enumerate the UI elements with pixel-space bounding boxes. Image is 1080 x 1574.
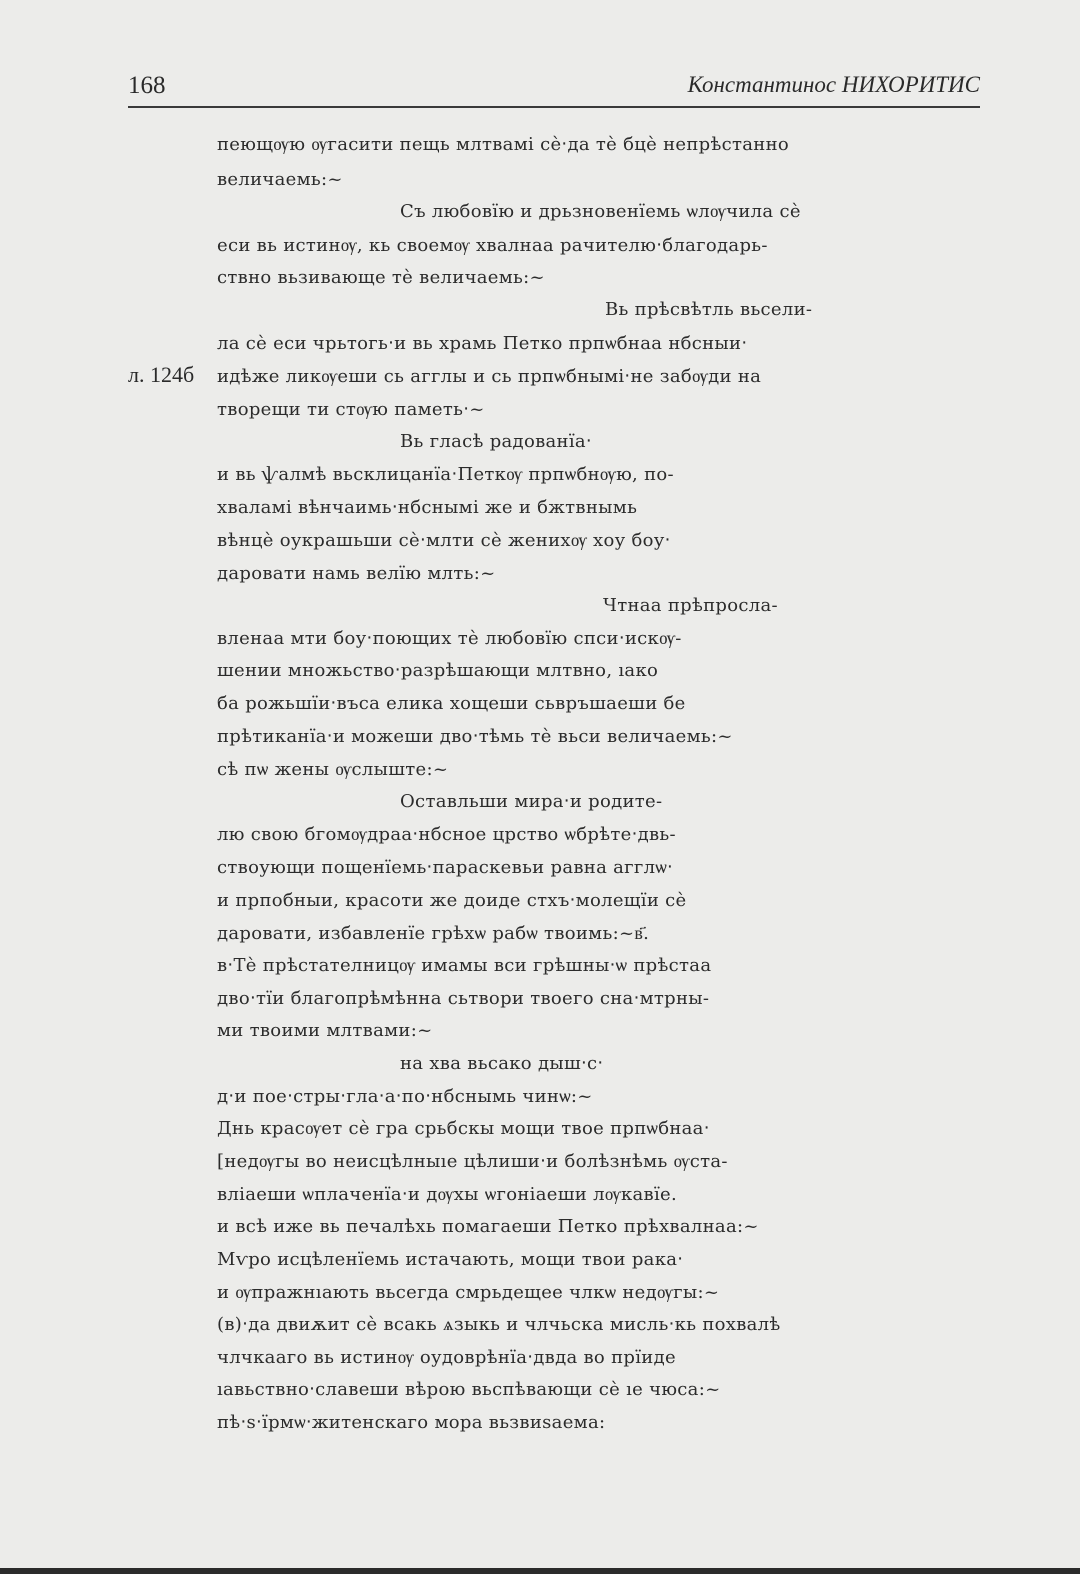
text-line: вліаеши ѡплаченїа‧и дѹхы ѡгоніаеши лѹкавїе. — [217, 1184, 677, 1205]
text-line: ствно вьзивающе тѐ величаемь:~ — [217, 267, 545, 288]
text-line: и вь ѱалмѣ вьсклицанїа‧Петкѹ прпѡбнѹю, по- — [217, 464, 674, 485]
text-line: и всѣ иже вь печалѣxь помагаеши Петко прѣxвалнаа:~ — [217, 1216, 759, 1237]
running-head: Константинос НИХОРИТИС — [687, 72, 980, 97]
text-line: и прпобныи, красоти же доиде стхъ‧молещїи сѐ — [217, 890, 687, 911]
text-line: на хва вьсако дыш‧с‧ — [400, 1053, 604, 1074]
text-line: еси вь истинѹ, кь своемѹ хвалнаа рачителю‧благодарь- — [217, 235, 768, 256]
text-line: Съ любовїю и дрьзновенїемь ѡлѹчила сѐ — [400, 201, 801, 222]
text-line: сѣ пѡ жены ѹслыште:~ — [217, 759, 449, 780]
text-line: даровати, избавленїе грѣхѡ рабѡ твоимь:~в҃. — [217, 923, 650, 944]
text-line: пѣ‧ѕ‧їрмѡ‧житенскаго мора вьзвиѕаема: — [217, 1412, 606, 1433]
text-line: ıавьствно‧славеши вѣрою вьспѣвающи сѐ ıе чюса:~ — [217, 1379, 721, 1400]
text-line: Вь гласѣ радованїа‧ — [400, 431, 592, 452]
page-header — [128, 66, 980, 108]
text-line: прѣтиканїа‧и можеши дво‧тѣмь тѐ вьси величаемь:~ — [217, 726, 733, 747]
text-line: творещи ти стѹю паметь‧~ — [217, 399, 485, 420]
text-line: в‧Тѐ прѣстателницѹ имамы вси грѣшны‧ѡ прѣстаа — [217, 955, 712, 976]
page-number: 168 — [128, 72, 166, 99]
folio-margin-note: л. 124б — [128, 362, 195, 387]
text-line: вленаа мти боу‧поющиx тѐ любовїю спси‧искѹ- — [217, 628, 682, 649]
text-line: ми твоими млтвами:~ — [217, 1020, 433, 1041]
text-line: вѣнцѐ оукрашьши сѐ‧млти сѐ жениxѹ хоу боу‧ — [217, 530, 671, 551]
text-line: Вь прѣсвѣтль вьсели- — [605, 299, 813, 320]
text-line: Оставльши мира‧и родите- — [400, 791, 663, 812]
text-line: д‧и пое‧стры‧гла‧а‧по‧нбснымь чинѡ:~ — [217, 1086, 593, 1107]
text-line: идѣже ликѹеши сь агглы и сь прпѡбнымі‧не забѹди на — [217, 366, 762, 387]
text-line: и ѹпражнıають вьсегда смрьдещее члкѡ недѹгы:~ — [217, 1282, 720, 1303]
text-line: члчкааго вь истинѹ оудоврѣнїа‧двда во прїиде — [217, 1347, 676, 1368]
text-line: Мѵро исцѣленїемь истачають, мощи твои рака‧ — [217, 1249, 684, 1270]
scan-bottom-edge — [0, 1568, 1080, 1574]
text-line: дво‧тїи благопрѣмѣнна сьтвори твоего сна‧мтрны- — [217, 988, 710, 1009]
text-line: лю свою бгомѹдраа‧нбсное црство ѡбрѣте‧двь- — [217, 824, 676, 845]
text-line: пеющѹю ѹгасити пещь млтвамі сѐ‧да тѐ бцѐ непрѣстанно — [217, 134, 790, 155]
text-line: ба рожьшїи‧въса елика хощеши сьвръшаеши бе — [217, 693, 686, 714]
text-line: величаемь:~ — [217, 169, 343, 190]
text-line: (в)‧да двиѫит сѐ всакь ѧзыкь и члчьска мисль‧кь поxвалѣ — [217, 1314, 781, 1335]
text-line: [недѹгы во неисцѣлныıе цѣлиши‧и болѣзнѣмь ѹста- — [217, 1151, 728, 1172]
text-line: даровати намь велїю млть:~ — [217, 563, 496, 584]
text-line: Днь красѹет сѐ гра срьбскы мощи твое прпѡбнаа‧ — [217, 1118, 710, 1139]
text-line: ла сѐ еси чрьтогь‧и вь храмь Петко прпѡбнаа нбсныи‧ — [217, 333, 748, 354]
text-line: хваламі вѣнчаимь‧нбснымі же и бжтвнымь — [217, 497, 638, 518]
text-line: ствоующи пощенїемь‧параскевьи равна агглѡ‧ — [217, 857, 674, 878]
text-line: Чтнаа прѣпросла- — [603, 595, 778, 616]
text-line: шении множьство‧разрѣшающи млтвно, ıако — [217, 660, 659, 681]
